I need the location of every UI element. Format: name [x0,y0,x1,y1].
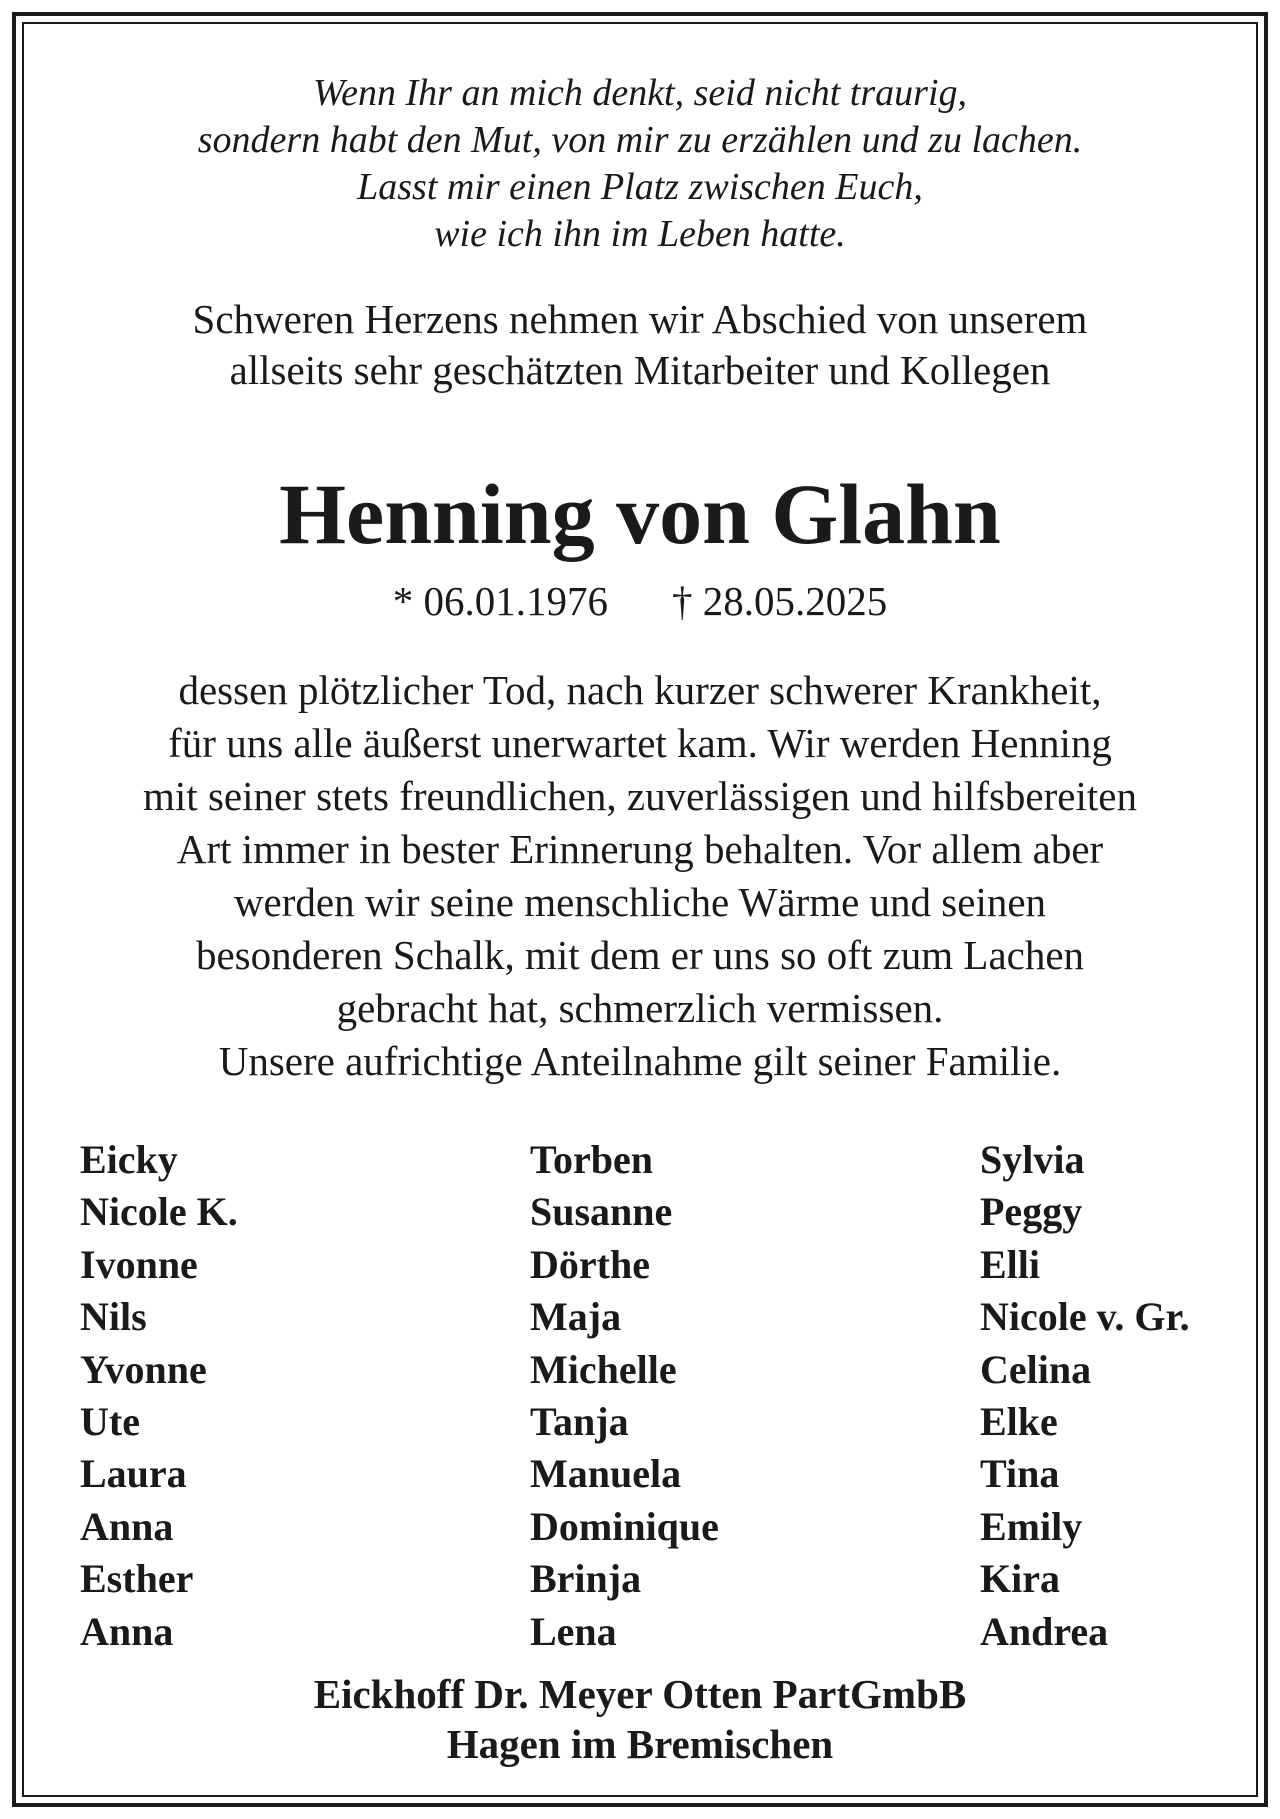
intro-line: allseits sehr geschätzten Mitarbeiter und Kollegen [229,347,1051,393]
body-line: besonderen Schalk, mit dem er uns so oft zum Lachen [195,932,1085,978]
mourner-name: Tanja [530,1399,629,1445]
mourner-names [80,1134,1230,1658]
poem-line: Wenn Ihr an mich denkt, seid nicht traurig, [312,72,967,114]
mourner-name: Tina [980,1451,1060,1497]
mourner-name: Torben [530,1137,654,1182]
poem-line: Lasst mir einen Platz zwischen Euch, [357,166,923,208]
mourner-name: Ivonne [80,1241,198,1287]
mourner-name: Kira [980,1556,1060,1602]
mourner-name: Manuela [530,1451,682,1497]
mourner-name: Ute [80,1399,140,1445]
mourner-name: Brinja [530,1556,642,1602]
mourner-name: Celina [980,1346,1092,1392]
mourner-name: Eicky [80,1137,178,1182]
mourner-name: Anna [80,1608,174,1654]
memorial-poem [24,70,1256,258]
body-line: werden wir seine menschliche Wärme und seinen [233,879,1047,925]
company-location: Hagen im Bremischen [446,1721,834,1767]
mourner-name: Peggy [980,1189,1083,1235]
death-date: † 28.05.2025 [672,578,888,624]
mourner-name: Dörthe [530,1241,650,1287]
mourner-name: Anna [80,1503,174,1549]
body-line: gebracht hat, schmerzlich vermissen. [336,985,944,1031]
mourner-name: Yvonne [80,1346,207,1392]
body-line: mit seiner stets freundlichen, zuverlässigen und hilfsbereiten [143,773,1137,819]
names-column-2 [530,1134,980,1658]
mourner-name: Maja [530,1294,622,1340]
life-dates [24,576,1256,626]
body-line: Unsere aufrichtige Anteilnahme gilt seiner Familie. [218,1038,1062,1084]
mourner-name: Andrea [980,1608,1109,1654]
mourner-name: Lena [530,1608,617,1654]
mourner-name: Emily [980,1503,1083,1549]
obituary-notice [24,24,1256,1795]
mourner-name: Elke [980,1399,1058,1445]
intro-text [24,294,1256,396]
company-name: Eickhoff Dr. Meyer Otten PartGmbB [313,1671,967,1717]
mourner-name: Esther [80,1556,194,1602]
names-column-3 [980,1134,1230,1658]
mourner-name: Michelle [530,1346,677,1392]
mourner-name: Laura [80,1451,187,1497]
mourner-name: Elli [980,1241,1041,1287]
intro-line: Schweren Herzens nehmen wir Abschied von unserem [192,296,1088,342]
mourner-name: Dominique [530,1503,719,1549]
deceased-name: Henning von Glahn [279,466,1001,562]
mourner-name: Sylvia [980,1137,1085,1182]
mourner-name: Nicole v. Gr. [980,1294,1190,1340]
mourner-name: Susanne [530,1189,673,1235]
names-column-1 [80,1134,530,1658]
body-line: Art immer in bester Erinnerung behalten. Vor allem aber [176,826,1104,872]
body-line: dessen plötzlicher Tod, nach kurzer schwerer Krankheit, [178,667,1102,713]
mourner-name: Nils [80,1294,147,1340]
obituary-text [24,664,1256,1088]
mourner-name: Nicole K. [80,1189,238,1235]
poem-line: wie ich ihn im Leben hatte. [434,213,846,255]
body-line: für uns alle äußerst unerwartet kam. Wir werden Henning [168,720,1112,766]
company-signature [24,1669,1256,1769]
poem-line: sondern habt den Mut, von mir zu erzählen und zu lachen. [197,119,1083,161]
birth-date: * 06.01.1976 [392,578,608,624]
